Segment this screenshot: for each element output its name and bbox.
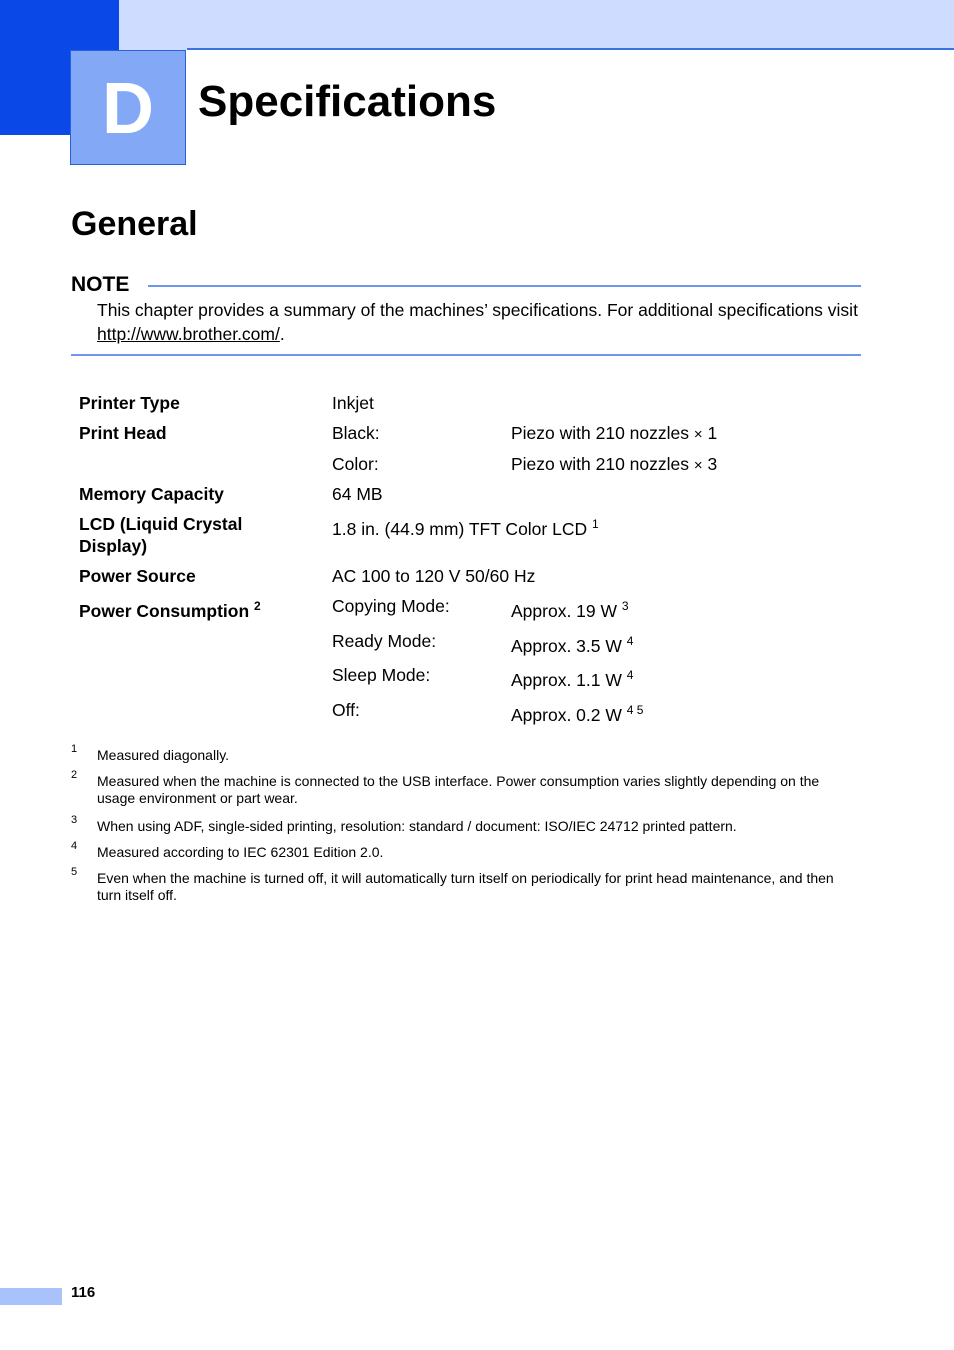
- lcd-value-text: 1.8 in. (44.9 mm) TFT Color LCD: [332, 519, 588, 539]
- power-consumption-label: [79, 600, 261, 622]
- memory-value: 64 MB: [332, 484, 383, 504]
- copying-mode-value: [511, 600, 629, 622]
- power-consumption-text: Power Consumption: [79, 601, 250, 621]
- printer-type-label: Printer Type: [79, 393, 180, 413]
- lcd-label-line1: LCD (Liquid Crystal: [79, 514, 243, 534]
- footnote-number: 2: [71, 769, 78, 781]
- print-head-black-label: Black:: [332, 423, 380, 443]
- ready-mode-label: Ready Mode:: [332, 631, 437, 651]
- page-number: 116: [71, 1284, 96, 1301]
- note-text: [97, 298, 862, 346]
- print-head-label: Print Head: [79, 423, 167, 443]
- off-mode-label: Off:: [332, 700, 360, 720]
- footnote-number: 5: [71, 866, 78, 878]
- note-text-before: This chapter provides a summary of the machines’ specifications. For additional specifications visit: [97, 300, 858, 320]
- sleep-mode-text: Approx. 1.1 W: [511, 670, 622, 690]
- note-text-after: .: [279, 324, 285, 344]
- chapter-title: Specifications: [198, 77, 497, 126]
- ready-mode-text: Approx. 3.5 W: [511, 636, 622, 656]
- footnote-ref: 3: [621, 599, 629, 613]
- header-rule: [187, 48, 954, 50]
- copying-mode-text: Approx. 19 W: [511, 601, 618, 621]
- footnote-number: 3: [71, 814, 78, 826]
- lcd-label-line2: Display): [79, 536, 148, 556]
- off-mode-value: [511, 704, 643, 726]
- sleep-mode-label: Sleep Mode:: [332, 665, 431, 685]
- footnote-text: When using ADF, single-sided printing, resolution: standard / document: ISO/IEC 24712 printed pattern.: [97, 818, 737, 834]
- sleep-mode-value: [511, 669, 633, 691]
- footnote-text: Measured according to IEC 62301 Edition 2.0.: [97, 844, 384, 860]
- footnote-ref: 4: [626, 668, 634, 682]
- header-band: [0, 0, 954, 50]
- off-mode-text: Approx. 0.2 W: [511, 705, 622, 725]
- brother-website-link[interactable]: http://www.brother.com/: [97, 324, 280, 344]
- lcd-value: [332, 518, 599, 540]
- print-head-color-label: Color:: [332, 454, 379, 474]
- page-number-tab: [0, 1288, 62, 1305]
- print-head-color-value: [511, 453, 717, 477]
- black-nozzles-text: Piezo with 210 nozzles: [511, 423, 690, 443]
- color-nozzles-text: Piezo with 210 nozzles: [511, 454, 690, 474]
- footnote-text: Measured diagonally.: [97, 747, 230, 763]
- footnote-ref: 4: [626, 634, 634, 648]
- color-multiplier: 3: [707, 454, 718, 474]
- note-bottom-rule: [71, 354, 861, 356]
- footnote-ref: 2: [254, 599, 261, 613]
- copying-mode-label: Copying Mode:: [332, 596, 450, 616]
- ready-mode-value: [511, 635, 633, 657]
- note-heading: NOTE: [71, 273, 130, 296]
- footnote-text: Even when the machine is turned off, it will automatically turn itself on periodically for print head maintenance, and then turn itself off.: [97, 870, 834, 903]
- times-symbol: ×: [693, 457, 703, 474]
- black-multiplier: 1: [707, 423, 718, 443]
- footnote-ref: 4 5: [626, 703, 644, 717]
- section-title: General: [71, 205, 198, 243]
- footnote-ref: 1: [592, 517, 599, 531]
- note-top-rule: [148, 285, 861, 287]
- footnote-number: 1: [71, 743, 78, 755]
- memory-label: Memory Capacity: [79, 484, 224, 504]
- chapter-letter: D: [102, 69, 154, 149]
- power-source-value: AC 100 to 120 V 50/60 Hz: [332, 566, 536, 586]
- chapter-letter-box: [70, 50, 186, 165]
- power-source-label: Power Source: [79, 566, 196, 586]
- times-symbol: ×: [693, 426, 703, 443]
- print-head-black-value: [511, 422, 717, 446]
- printer-type-value: Inkjet: [332, 393, 374, 413]
- footnote-number: 4: [71, 840, 78, 852]
- footnote-text: Measured when the machine is connected to the USB interface. Power consumption varies slightly depending on the usage environment or part wear.: [97, 773, 820, 806]
